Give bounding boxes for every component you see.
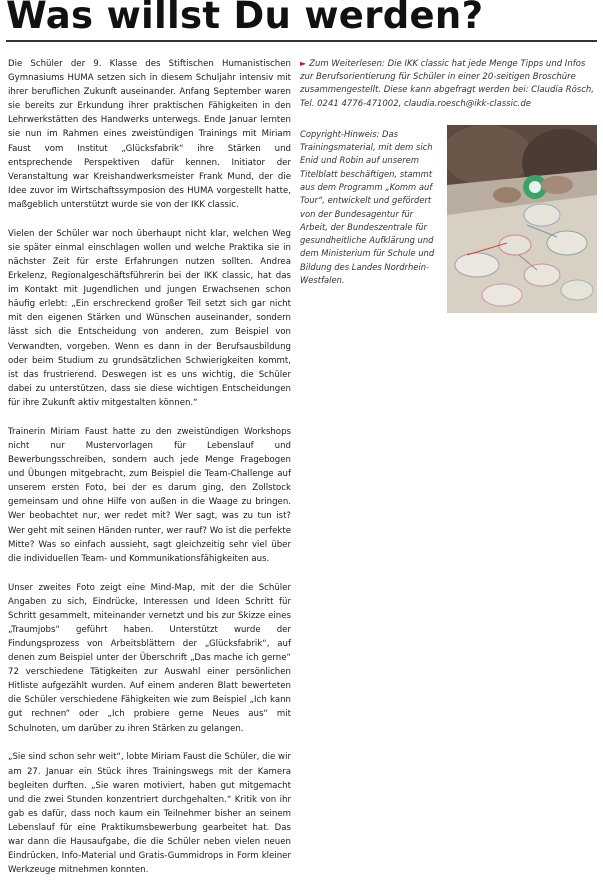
training-material-photo [447,125,597,313]
article-paragraph: Unser zweites Foto zeigt eine Mind-Map, mit der die Schüler Angaben zu sich, Eindrücke, Interessen und Ideen Schritt für Schritt gesammelt, miteinander vernetzt und bis zur Skizze eines „Traumjobs“ geführt haben. Unterstützt wurde der Findungsprozess von Arbeitsblättern der „Glücksfabrik“, auf denen zum Beispiel unter der Überschrift „Das mache ich gerne“ 72 verschiedene Tätigkeiten zur Auswahl einer persönlichen Hitliste aufgezählt wurden. Auf einem anderen Blatt bewerteten die Schüler verschiedene Fähigkeiten wie zum Beispiel „Ich kann gut rechnen“ oder „Ich probiere gerne Neues aus“ mit Schulnoten, um darüber zu ihren Stärken zu gelangen. [8,582,291,734]
article-paragraph: „Sie sind schon sehr weit“, lobte Miriam Faust die Schüler, die wir am 27. Januar ein Stück ihres Trainingswegs mit der Kamera begleiten durften. „Sie waren motiviert, haben gut mitgemacht und die zwei Stunden konzentriert durchgehalten.“ Kritik von ihr gab es dafür, dass noch kaum ein Teilnehmer bisher an seinem Lebenslauf für eine Praktikumsbewerbung gearbeitet hat. Das war dann die Hausaufgabe, die die Schüler neben vielen neuen Eindrücken, Info-Material und Gratis-Gummidrops in Form kleiner Werkzeuge mitnehmen konnten. [8,752,291,876]
title-rule [6,40,597,42]
sidebar [300,57,597,315]
copyright-notice: Copyright-Hinweis: Das Trainingsmaterial, mit dem sich Enid und Robin auf unserem Titelblatt beschäftigen, stammt aus dem Programm „Komm auf Tour“, entwickelt und gefördert von der Bundesagentur für Arbeit, der Bundeszentrale für gesundheitliche Aufklärung und dem Ministerium für Schule und Bildung des Landes Nordrhein-Westfalen. [300,128,435,286]
photo-illustration [447,125,597,313]
article-paragraph: Trainerin Miriam Faust hatte zu den zweistündigen Workshops nicht nur Mustervorlagen für Lebenslauf und Bewerbungsschreiben, sondern auch jede Menge Fragebogen und Übungen mitgebracht, zum Beispiel die Team-Challenge auf unserem ersten Foto, bei der es darum ging, den Zollstock gemeinsam und ohne Hilfe von außen in die Waage zu bringen. Wer beobachtet nur, wer redet mit? Wer sagt, was zu tun ist? Wer geht mit seinen Händen runter, wer rauf? Wo ist die perfekte Mitte? Was so einfach aussieht, sagt gleichzeitig sehr viel über die individuellen Team- und Kommunikationsfähigkeiten aus. [8,426,291,564]
arrow-icon: ► [300,59,307,68]
copyright-block [300,125,597,315]
article-body [8,57,291,892]
article-paragraph: Vielen der Schüler war noch überhaupt nicht klar, welchen Weg sie später einmal einschlagen wollen und welche Praktika sie in nächster Zeit für erste Erfahrungen nutzen sollten. Andrea Erkelenz, Regionalgeschäftsführerin bei der IKK classic, hat das im Kontakt mit Jugendlichen und jungen Erwachsenen schon häufig erlebt: „Ein erschreckend großer Teil setzt sich gar nicht mit den eigenen Stärken und Wünschen auseinander, sondern lässt sich die Entscheidung von anderen, zum Beispiel von Verwandten, vorgeben. Wenn es dann in der Berufsausbildung oder beim Studium zu grundsätzlichen Schwierigkeiten kommt, ist das frustrierend. Deswegen ist es uns wichtig, die Schüler dabei zu unterstützen, dass sie diese wichtigen Entscheidungen für ihre Zukunft aktiv mitgestalten können.“ [8,228,291,408]
further-reading-note [300,57,597,111]
article-paragraph: Die Schüler der 9. Klasse des Stiftischen Humanistischen Gymnasiums HUMA setzen sich in diesem Schuljahr intensiv mit ihrer beruflichen Zukunft auseinander. Anfang September waren sie bereits zur Erkundung ihrer praktischen Fähigkeiten in den Lehrwerkstätten des Handwerks unterwegs. Ende Januar lernten sie nun im Rahmen eines zweistündigen Trainings mit Miriam Faust vom Institut „Glücksfabrik“ ihre Stärken und entsprechende Perspektiven dafür kennen. Initiator der Veranstaltung war Kreishandwerksmeister Frank Mund, der die Idee zuvor im Wirtschaftssymposion des HUMA vorgestellt hatte, maßgeblich unterstützt wurde sie von der IKK classic. [8,59,291,210]
page-title: Was willst Du werden? [6,0,484,37]
further-reading-text: Zum Weiterlesen: Die IKK classic hat jede Menge Tipps und Infos zur Berufsorientierung für Schüler in einer 20-seitigen Broschüre zusammengestellt. Diese kann abgefragt werden bei: Claudia Rösch, Tel. 0241 4776-471002, claudia.roesch@ikk-classic.de [300,59,594,109]
